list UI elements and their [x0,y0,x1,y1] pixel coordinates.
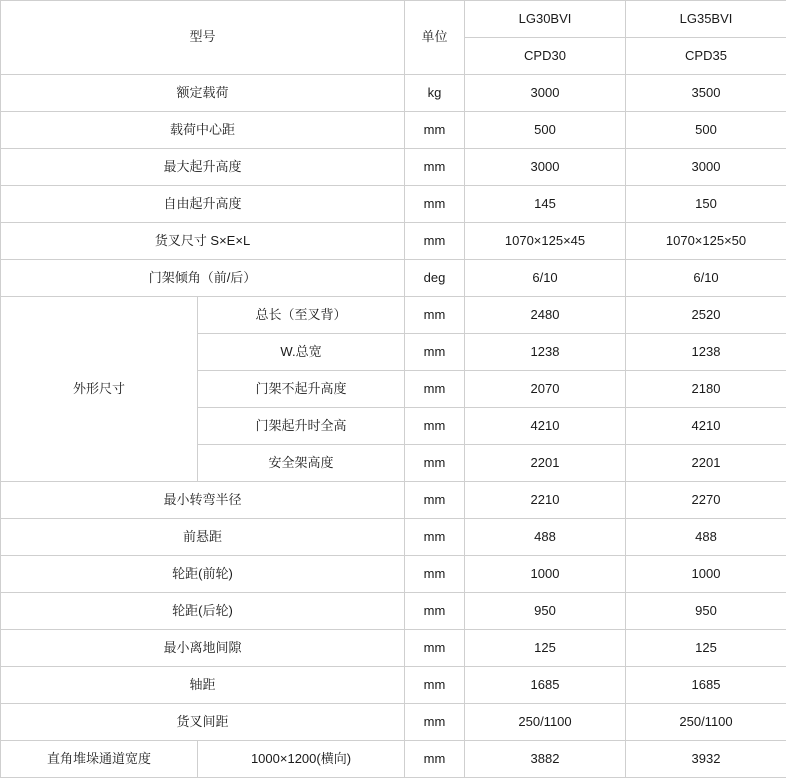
row-value-model1: 3000 [465,75,626,112]
row-label: 门架不起升高度 [198,371,405,408]
row-value-model1: 6/10 [465,260,626,297]
header-model1-code: LG30BVI [465,1,626,38]
table-row [1,667,786,704]
row-label: 货叉间距 [1,704,405,741]
row-value-model1: 125 [465,630,626,667]
row-value-model2: 4210 [626,408,786,445]
row-unit: mm [405,186,465,223]
row-label: 额定载荷 [1,75,405,112]
row-unit: mm [405,667,465,704]
row-value-model2: 3500 [626,75,786,112]
header-model2-code: LG35BVI [626,1,786,38]
row-unit: mm [405,482,465,519]
table-row [1,556,786,593]
row-value-model2: 250/1100 [626,704,786,741]
row-unit: mm [405,445,465,482]
row-label: 安全架高度 [198,445,405,482]
table-row [1,112,786,149]
row-label: 门架倾角（前/后） [1,260,405,297]
row-value-model2: 950 [626,593,786,630]
row-value-model1: 1685 [465,667,626,704]
row-label: 自由起升高度 [1,186,405,223]
table-row [1,75,786,112]
header-model1-alt-code: CPD30 [465,38,626,75]
header-model2-alt-code: CPD35 [626,38,786,75]
row-unit: mm [405,593,465,630]
row-unit: mm [405,297,465,334]
row-value-model1: 2480 [465,297,626,334]
row-unit: deg [405,260,465,297]
row-label: 载荷中心距 [1,112,405,149]
header-model-label: 型号 [1,1,405,75]
row-value-model2: 3000 [626,149,786,186]
table-row [1,593,786,630]
group-label-dimensions: 外形尺寸 [1,297,198,482]
row-unit: mm [405,223,465,260]
row-value-model1: 2201 [465,445,626,482]
row-value-model2: 500 [626,112,786,149]
row-unit: mm [405,519,465,556]
table-row [1,482,786,519]
row-value-model2: 1685 [626,667,786,704]
row-label: 门架起升时全高 [198,408,405,445]
row-value-model2: 488 [626,519,786,556]
row-unit: mm [405,334,465,371]
row-value-model2: 2520 [626,297,786,334]
row-unit: mm [405,704,465,741]
row-label: 轴距 [1,667,405,704]
row-value-model1: 1238 [465,334,626,371]
row-unit: mm [405,408,465,445]
row-label: 前悬距 [1,519,405,556]
row-unit: mm [405,556,465,593]
row-label: 货叉尺寸 S×E×L [1,223,405,260]
row-value-model2: 150 [626,186,786,223]
row-value-model1: 500 [465,112,626,149]
row-value-model1: 488 [465,519,626,556]
row-unit: kg [405,75,465,112]
row-value-model2: 1070×125×50 [626,223,786,260]
row-value-model1: 4210 [465,408,626,445]
row-label: 轮距(前轮) [1,556,405,593]
row-label: W.总宽 [198,334,405,371]
row-value-model1: 145 [465,186,626,223]
row-label: 最小转弯半径 [1,482,405,519]
row-value-model2: 2180 [626,371,786,408]
row-value-model1: 250/1100 [465,704,626,741]
row-sublabel: 1000×1200(横向) [198,741,405,778]
row-label: 轮距(后轮) [1,593,405,630]
table-row [1,223,786,260]
row-unit: mm [405,112,465,149]
row-value-model1: 1070×125×45 [465,223,626,260]
row-value-model1: 2210 [465,482,626,519]
row-value-model2: 2270 [626,482,786,519]
table-row-group-first [1,297,786,334]
table-row [1,630,786,667]
row-unit: mm [405,149,465,186]
table-row [1,260,786,297]
table-row [1,704,786,741]
header-unit-label: 单位 [405,1,465,75]
table-header-row [1,1,786,38]
table-row [1,149,786,186]
table-row [1,519,786,556]
row-value-model2: 1000 [626,556,786,593]
row-value-model2: 2201 [626,445,786,482]
row-value-model1: 2070 [465,371,626,408]
row-value-model1: 1000 [465,556,626,593]
row-value-model1: 3882 [465,741,626,778]
row-value-model2: 3932 [626,741,786,778]
row-unit: mm [405,371,465,408]
row-value-model1: 950 [465,593,626,630]
row-value-model2: 125 [626,630,786,667]
row-value-model2: 6/10 [626,260,786,297]
table-row [1,186,786,223]
row-label: 总长（至叉背） [198,297,405,334]
row-label: 直角堆垛通道宽度 [1,741,198,778]
row-value-model1: 3000 [465,149,626,186]
row-label: 最小离地间隙 [1,630,405,667]
row-value-model2: 1238 [626,334,786,371]
row-label: 最大起升高度 [1,149,405,186]
row-unit: mm [405,630,465,667]
row-unit: mm [405,741,465,778]
